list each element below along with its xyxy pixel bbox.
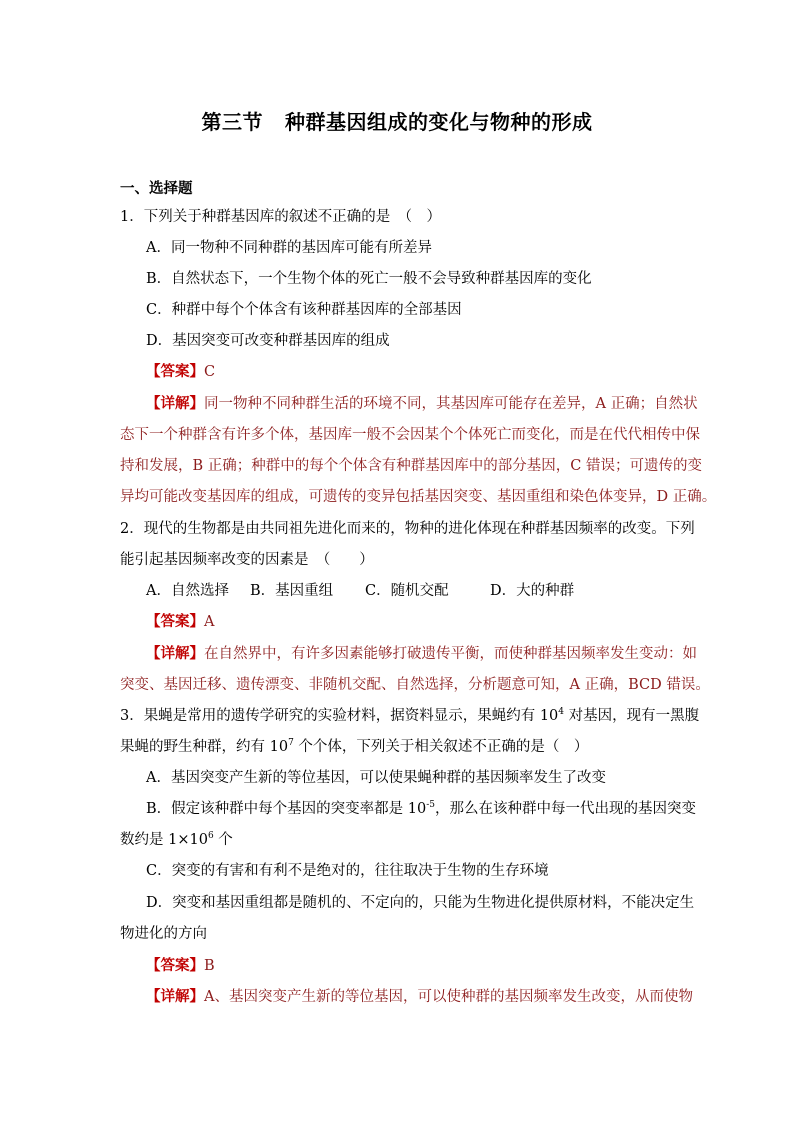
title-text: 种群基因组成的变化与物种的形成: [285, 110, 593, 134]
q2-exp-text1: 在自然界中，有许多因素能够打破遗传平衡，而使种群基因频率发生变动：如: [204, 646, 697, 662]
q3-b2-part1: 数约是 1×10: [120, 832, 208, 848]
answer-tag: 【答案】: [146, 613, 204, 630]
explain-tag: 【详解】: [146, 988, 204, 1005]
q1-stem: 1．下列关于种群基因库的叙述不正确的是 （ ）: [120, 209, 441, 225]
q3-option-b-line2: [120, 831, 233, 849]
answer-tag: 【答案】: [146, 957, 204, 974]
q1-explanation-line2: 态下一个种群含有许多个体，基因库一般不会因某个个体死亡而变化，而是在代代相传中保: [120, 427, 700, 443]
q3-stem1-exponent: 4: [558, 707, 565, 717]
q3-stem-line2: [120, 738, 588, 756]
q1-answer: [146, 363, 215, 381]
q3-stem-line1: [120, 707, 699, 725]
q1-answer-value: C: [204, 364, 216, 380]
explain-tag: 【详解】: [146, 395, 204, 412]
title-section-number: 第三节: [201, 110, 263, 134]
q2-stem-line2: 能引起基因频率改变的因素是 （ ）: [120, 552, 374, 568]
q2-explanation-line1: [146, 645, 697, 663]
q3-b-part2: ，那么在该种群中每一代出现的基因突变: [435, 801, 696, 817]
q2-answer: [146, 613, 214, 631]
q3-exp-text1: A、基因突变产生新的等位基因，可以使种群的基因频率发生改变，从而使物: [204, 989, 693, 1005]
q3-stem1-part1: 3．果蝇是常用的遗传学研究的实验材料，据资料显示，果蝇约有 10: [120, 708, 559, 724]
q3-answer-value: B: [204, 958, 215, 974]
q3-explanation-line1: [146, 988, 693, 1006]
q2-option-b: B．基因重组: [250, 583, 334, 599]
explain-tag: 【详解】: [146, 645, 204, 662]
q1-explanation-line1: [146, 395, 698, 413]
q3-b2-part2: 个: [213, 832, 233, 848]
answer-tag: 【答案】: [146, 363, 204, 380]
section-heading: 一、选择题: [120, 180, 193, 197]
q2-option-d: D．大的种群: [490, 583, 575, 599]
page-title: [0, 106, 794, 135]
q3-b-exponent: -5: [426, 800, 435, 810]
q3-stem2-exponent: 7: [288, 738, 294, 748]
q3-stem1-part2: 对基因，现有一黑腹: [564, 708, 700, 724]
q3-option-c: C．突变的有害和有利不是绝对的，往往取决于生物的生存环境: [146, 863, 549, 879]
q3-option-d-line1: D．突变和基因重组都是随机的、不定向的，只能为生物进化提供原材料，不能决定生: [146, 895, 695, 911]
q3-option-d-line2: 物进化的方向: [120, 926, 207, 942]
q2-option-c: C．随机交配: [365, 583, 449, 599]
q1-explanation-line3: 持和发展，B 正确；种群中的每个个体含有种群基因库中的部分基因，C 错误；可遗传的变: [120, 458, 702, 474]
q3-answer: [146, 957, 215, 975]
q2-answer-value: A: [204, 614, 215, 630]
q3-b-part1: B．假定该种群中每个基因的突变率都是 10: [146, 801, 427, 817]
q1-option-b: B．自然状态下，一个生物个体的死亡一般不会导致种群基因库的变化: [146, 271, 592, 287]
q3-b2-exponent: 6: [207, 831, 214, 841]
q2-explanation-line2: 突变、基因迁移、遗传漂变、非随机交配、自然选择，分析题意可知，A 正确，BCD 错误。: [120, 677, 710, 693]
q1-option-a: A．同一物种不同种群的基因库可能有所差异: [146, 240, 432, 256]
q1-option-d: D．基因突变可改变种群基因库的组成: [146, 333, 390, 349]
q3-stem2-part2: 个个体，下列关于相关叙述不正确的是（ ）: [293, 739, 589, 755]
q3-option-a: A．基因突变产生新的等位基因，可以使果蝇种群的基因频率发生了改变: [146, 770, 606, 786]
q3-option-b-line1: [146, 800, 696, 818]
q1-exp-text1: 同一物种不同种群生活的环境不同，其基因库可能存在差异，A 正确；自然状: [204, 396, 698, 412]
q2-option-a: A．自然选择: [146, 583, 229, 599]
q2-stem-line1: 2．现代的生物都是由共同祖先进化而来的，物种的进化体现在种群基因频率的改变。下列: [120, 521, 695, 537]
q3-stem2-part1: 果蝇的野生种群，约有 10: [120, 739, 289, 755]
q1-explanation-line4: 异均可能改变基因库的组成，可遗传的变异包括基因突变、基因重组和染色体变异，D 正确。: [120, 489, 717, 505]
q1-option-c: C．种群中每个个体含有该种群基因库的全部基因: [146, 302, 462, 318]
